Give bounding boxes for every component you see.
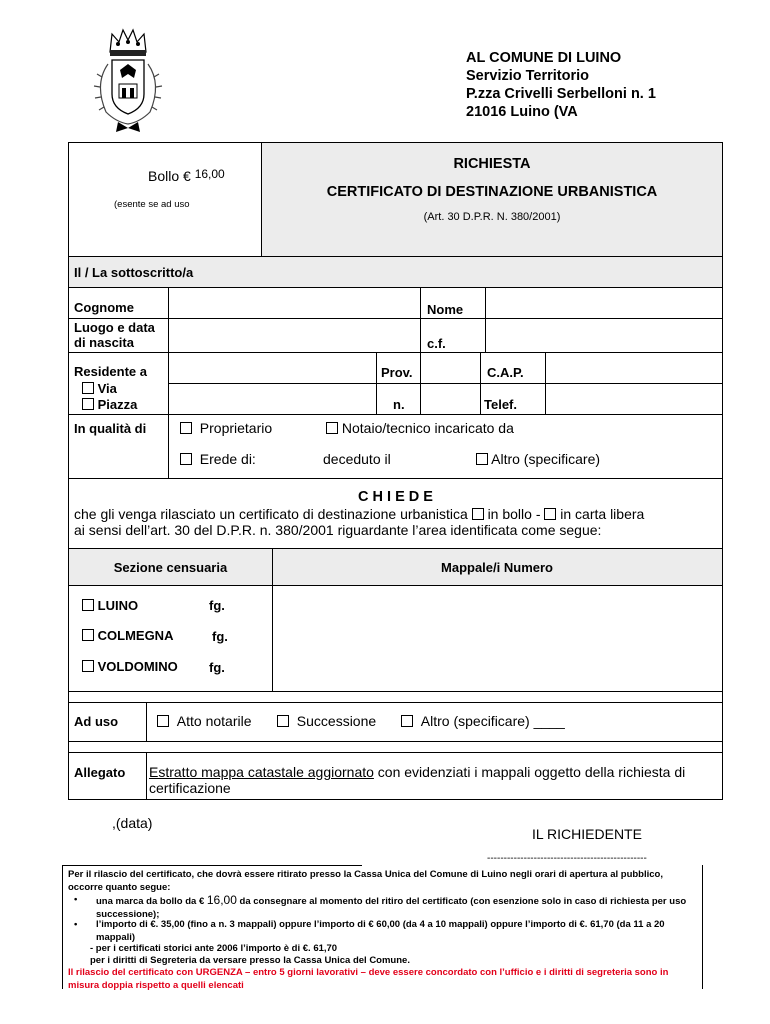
address-line: AL COMUNE DI LUINO [466,50,622,66]
altro-uso-checkbox[interactable] [401,715,413,727]
successione-option[interactable]: Successione [277,713,376,729]
erede-checkbox[interactable] [180,453,192,465]
notes-intro: Per il rilascio del certificato, che dovrà essere ritirato presso la Cassa Unica del Comune di Luino negli orari di apertura al pubblico, occorre quanto segue: [68,869,663,893]
mappale-field[interactable] [273,586,722,690]
bollo-label: Bollo € 16,00 [148,167,225,184]
notes-bullet1: una marca da bollo da € 16,00 da consegnare al momento del ritiro del certificato (con esenzione solo in caso di richiesta per uso successione); [96,893,687,920]
table-row[interactable]: LUINO [82,598,138,613]
numero-label: n. [393,397,405,412]
atto-option[interactable]: Atto notarile [157,713,252,729]
bollo-value: 16,00 [194,167,225,181]
ad-uso-label: Ad uso [74,714,119,729]
residente-label: Residente a [74,364,147,379]
fg-label: fg. [209,598,225,613]
luogo-data-label: Luogo e data di nascita [74,320,155,350]
address-line: P.zza Crivelli Serbelloni n. 1 [466,86,656,102]
proprietario-checkbox[interactable] [180,422,192,434]
notaio-option[interactable]: Notaio/tecnico incaricato da [326,420,514,436]
erede-option[interactable]: Erede di: [180,451,256,467]
address-line: 21016 Luino (VA [466,104,578,120]
form-reference: (Art. 30 D.P.R. N. 380/2001) [423,211,561,223]
in-bollo-checkbox[interactable] [472,508,484,520]
cf-field[interactable] [486,319,722,352]
notaio-checkbox[interactable] [326,422,338,434]
nome-label: Nome [427,302,464,317]
bollo-note: (esente se ad uso [114,199,190,210]
cognome-label: Cognome [74,300,134,315]
residente-field[interactable] [169,353,375,383]
cognome-field[interactable] [169,288,419,318]
via-option[interactable]: Via [82,381,117,396]
carta-libera-checkbox[interactable] [544,508,556,520]
form-title: RICHIESTA [453,156,531,172]
piazza-checkbox[interactable] [82,398,94,410]
qualita-label: In qualità di [74,421,147,436]
notes-bullet2: l’importo di €. 35,00 (fino a n. 3 mappali) oppure l’importo di € 60,00 (da 4 a 10 mappali) oppure l’importo di €. 61,70 (da 11 a 20 mappali) [96,919,665,943]
nome-field[interactable] [486,288,722,318]
voldomino-checkbox[interactable] [82,660,94,672]
altro-qualita-option[interactable]: Altro (specificare) [476,451,600,467]
richiedente-label: IL RICHIEDENTE [532,826,642,842]
proprietario-option[interactable]: Proprietario [180,420,272,436]
cap-field[interactable] [546,353,722,383]
notes-line3: - per i certificati storici ante 2006 l’importo è di €. 61,70 [90,943,338,954]
section-title: Il / La sottoscritto/a [74,265,194,280]
successione-checkbox[interactable] [277,715,289,727]
bullet-icon: • [74,919,78,930]
fg-label: fg. [209,660,225,675]
chiede-title: C H I E D E [358,489,433,505]
allegato-label: Allegato [74,765,126,780]
numero-field[interactable] [421,384,479,414]
signature-line[interactable]: ------------------------------------------------ [487,853,647,864]
luino-checkbox[interactable] [82,599,94,611]
allegato-text: Estratto mappa catastale aggiornato con evidenziati i mappali oggetto della richiesta di [149,764,686,780]
notes-urgenza: Il rilascio del certificato con URGENZA – entro 5 giorni lavorativi – deve essere concordato con l’ufficio e i diritti di segreteria sono in misura doppia rispetto a quelli elencati [68,967,669,991]
colmegna-checkbox[interactable] [82,629,94,641]
telef-field[interactable] [546,384,722,414]
coat-of-arms-logo [88,22,168,140]
altro-qualita-checkbox[interactable] [476,453,488,465]
cap-label: C.A.P. [487,365,524,380]
prov-field[interactable] [421,353,479,383]
form-subtitle: CERTIFICATO DI DESTINAZIONE URBANISTICA [326,184,658,200]
sezione-header: Sezione censuaria [113,560,228,575]
piazza-option[interactable]: Piazza [82,397,137,412]
via-field[interactable] [169,384,375,414]
table-row[interactable]: VOLDOMINO [82,659,178,674]
deceduto-label: deceduto il [323,451,391,467]
altro-uso-option[interactable]: Altro (specificare) ____ [401,713,565,729]
atto-checkbox[interactable] [157,715,169,727]
allegato-text-line2: certificazione [149,780,231,796]
notes-line4: per i diritti di Segreteria da versare presso la Cassa Unica del Comune. [90,955,410,966]
telef-label: Telef. [484,397,517,412]
chiede-line1: che gli venga rilasciato un certificato di destinazione urbanistica in bollo - in carta libera [74,506,645,522]
fg-label: fg. [212,629,228,644]
chiede-line2: ai sensi dell’art. 30 del D.P.R. n. 380/2001 riguardante l’area identificata come segue: [74,522,602,538]
address-block [466,49,656,121]
address-line: Servizio Territorio [466,68,590,84]
date-field[interactable]: ,(data) [112,815,153,831]
bullet-icon: • [74,894,78,905]
via-checkbox[interactable] [82,382,94,394]
prov-label: Prov. [381,365,413,380]
mappale-header: Mappale/i Numero [441,560,553,575]
table-row[interactable]: COLMEGNA [82,628,173,643]
cf-label: c.f. [427,336,446,351]
luogo-data-field[interactable] [169,319,419,352]
